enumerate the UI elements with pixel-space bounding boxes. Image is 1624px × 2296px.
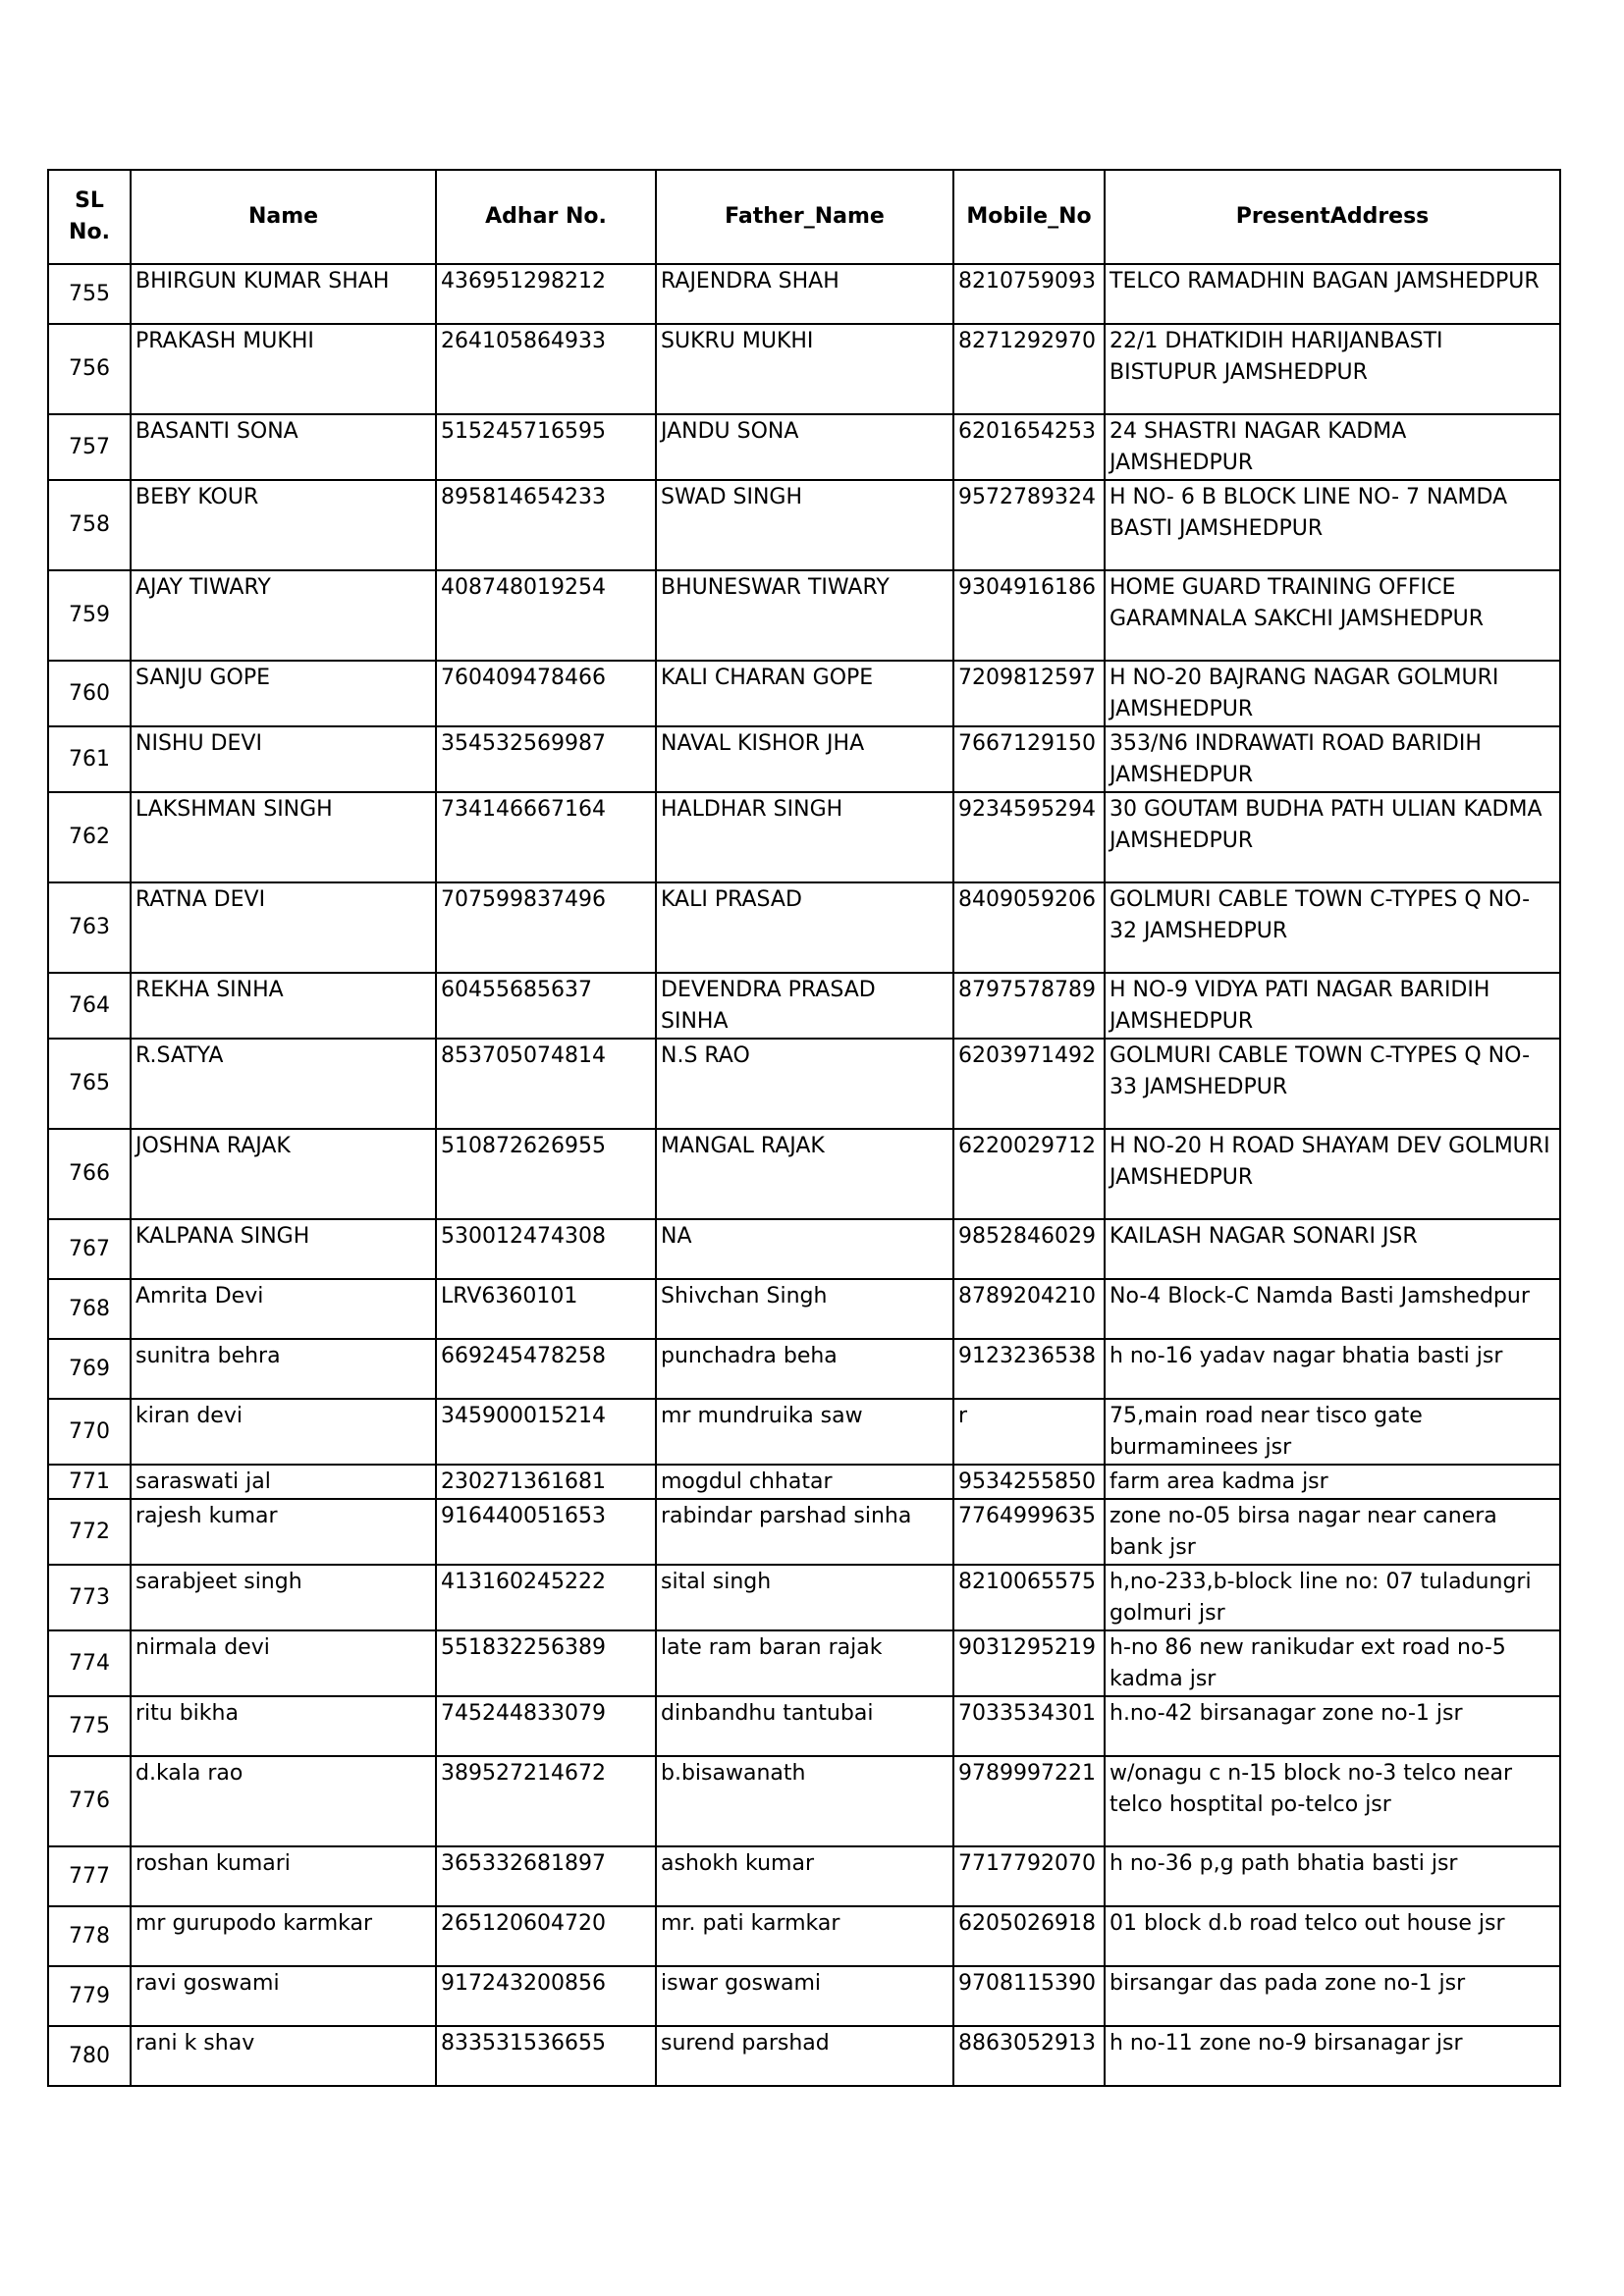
- name-cell: kiran devi: [131, 1399, 436, 1465]
- father-name-cell: sital singh: [656, 1565, 953, 1630]
- address-cell: H NO-9 VIDYA PATI NAGAR BARIDIH JAMSHEDPUR: [1105, 973, 1560, 1039]
- father-name-cell: surend parshad: [656, 2026, 953, 2086]
- sl-no-cell: 772: [48, 1499, 131, 1565]
- father-name-cell: DEVENDRA PRASAD SINHA: [656, 973, 953, 1039]
- table-row: [48, 1339, 1560, 1399]
- address-cell: No-4 Block-C Namda Basti Jamshedpur: [1105, 1279, 1560, 1339]
- table-row: [48, 792, 1560, 882]
- adhar-cell: 230271361681: [436, 1465, 656, 1499]
- mobile-cell: 7033534301: [953, 1696, 1105, 1756]
- address-cell: KAILASH NAGAR SONARI JSR: [1105, 1219, 1560, 1279]
- father-name-cell: mr mundruika saw: [656, 1399, 953, 1465]
- adhar-cell: 669245478258: [436, 1339, 656, 1399]
- mobile-cell: 8797578789: [953, 973, 1105, 1039]
- sl-no-cell: 756: [48, 324, 131, 414]
- sl-no-cell: 758: [48, 480, 131, 570]
- adhar-cell: LRV6360101: [436, 1279, 656, 1339]
- table-row: [48, 264, 1560, 324]
- mobile-cell: 7717792070: [953, 1846, 1105, 1906]
- address-cell: w/onagu c n-15 block no-3 telco near telco hosptital po-telco jsr: [1105, 1756, 1560, 1846]
- address-cell: h no-16 yadav nagar bhatia basti jsr: [1105, 1339, 1560, 1399]
- father-name-cell: NA: [656, 1219, 953, 1279]
- father-name-cell: BHUNESWAR TIWARY: [656, 570, 953, 661]
- mobile-cell: 9031295219: [953, 1630, 1105, 1696]
- sl-no-cell: 765: [48, 1039, 131, 1129]
- sl-no-cell: 763: [48, 882, 131, 973]
- mobile-cell: 7764999635: [953, 1499, 1105, 1565]
- column-header-name: Name: [131, 170, 436, 264]
- adhar-cell: 551832256389: [436, 1630, 656, 1696]
- name-cell: R.SATYA: [131, 1039, 436, 1129]
- table-row: [48, 1696, 1560, 1756]
- sl-no-cell: 762: [48, 792, 131, 882]
- name-cell: ravi goswami: [131, 1966, 436, 2026]
- address-cell: H NO- 6 B BLOCK LINE NO- 7 NAMDA BASTI JAMSHEDPUR: [1105, 480, 1560, 570]
- name-cell: BHIRGUN KUMAR SHAH: [131, 264, 436, 324]
- adhar-cell: 895814654233: [436, 480, 656, 570]
- adhar-cell: 707599837496: [436, 882, 656, 973]
- table-row: [48, 1966, 1560, 2026]
- address-cell: 01 block d.b road telco out house jsr: [1105, 1906, 1560, 1966]
- sl-no-cell: 770: [48, 1399, 131, 1465]
- sl-no-cell: 779: [48, 1966, 131, 2026]
- sl-no-cell: 768: [48, 1279, 131, 1339]
- address-cell: zone no-05 birsa nagar near canera bank jsr: [1105, 1499, 1560, 1565]
- name-cell: roshan kumari: [131, 1846, 436, 1906]
- mobile-cell: 7209812597: [953, 661, 1105, 726]
- address-cell: H NO-20 H ROAD SHAYAM DEV GOLMURI JAMSHEDPUR: [1105, 1129, 1560, 1219]
- mobile-cell: 8210065575: [953, 1565, 1105, 1630]
- name-cell: SANJU GOPE: [131, 661, 436, 726]
- address-cell: h.no-42 birsanagar zone no-1 jsr: [1105, 1696, 1560, 1756]
- mobile-cell: 8271292970: [953, 324, 1105, 414]
- adhar-cell: 264105864933: [436, 324, 656, 414]
- table-row: [48, 480, 1560, 570]
- name-cell: rani k shav: [131, 2026, 436, 2086]
- father-name-cell: late ram baran rajak: [656, 1630, 953, 1696]
- table-row: [48, 1630, 1560, 1696]
- adhar-cell: 760409478466: [436, 661, 656, 726]
- mobile-cell: r: [953, 1399, 1105, 1465]
- table-row: [48, 1499, 1560, 1565]
- name-cell: PRAKASH MUKHI: [131, 324, 436, 414]
- table-row: [48, 726, 1560, 792]
- mobile-cell: 6203971492: [953, 1039, 1105, 1129]
- beneficiary-table: [47, 169, 1561, 2087]
- name-cell: rajesh kumar: [131, 1499, 436, 1565]
- adhar-cell: 436951298212: [436, 264, 656, 324]
- address-cell: h no-11 zone no-9 birsanagar jsr: [1105, 2026, 1560, 2086]
- sl-no-cell: 773: [48, 1565, 131, 1630]
- name-cell: sarabjeet singh: [131, 1565, 436, 1630]
- father-name-cell: punchadra beha: [656, 1339, 953, 1399]
- address-cell: GOLMURI CABLE TOWN C-TYPES Q NO-33 JAMSHEDPUR: [1105, 1039, 1560, 1129]
- adhar-cell: 917243200856: [436, 1966, 656, 2026]
- sl-no-cell: 771: [48, 1465, 131, 1499]
- name-cell: RATNA DEVI: [131, 882, 436, 973]
- sl-no-cell: 769: [48, 1339, 131, 1399]
- father-name-cell: HALDHAR SINGH: [656, 792, 953, 882]
- table-row: [48, 2026, 1560, 2086]
- mobile-cell: 9534255850: [953, 1465, 1105, 1499]
- father-name-cell: mogdul chhatar: [656, 1465, 953, 1499]
- father-name-cell: mr. pati karmkar: [656, 1906, 953, 1966]
- sl-no-cell: 778: [48, 1906, 131, 1966]
- mobile-cell: 9572789324: [953, 480, 1105, 570]
- adhar-cell: 853705074814: [436, 1039, 656, 1129]
- mobile-cell: 7667129150: [953, 726, 1105, 792]
- sl-no-cell: 780: [48, 2026, 131, 2086]
- table-row: [48, 1565, 1560, 1630]
- column-header-sl-no: SL No.: [48, 170, 131, 264]
- name-cell: saraswati jal: [131, 1465, 436, 1499]
- table-row: [48, 1399, 1560, 1465]
- father-name-cell: dinbandhu tantubai: [656, 1696, 953, 1756]
- father-name-cell: SUKRU MUKHI: [656, 324, 953, 414]
- sl-no-cell: 766: [48, 1129, 131, 1219]
- name-cell: LAKSHMAN SINGH: [131, 792, 436, 882]
- mobile-cell: 9852846029: [953, 1219, 1105, 1279]
- sl-no-cell: 764: [48, 973, 131, 1039]
- mobile-cell: 8210759093: [953, 264, 1105, 324]
- table-row: [48, 1846, 1560, 1906]
- father-name-cell: N.S RAO: [656, 1039, 953, 1129]
- adhar-cell: 833531536655: [436, 2026, 656, 2086]
- father-name-cell: NAVAL KISHOR JHA: [656, 726, 953, 792]
- sl-no-cell: 775: [48, 1696, 131, 1756]
- column-header-adhar-no: Adhar No.: [436, 170, 656, 264]
- name-cell: Amrita Devi: [131, 1279, 436, 1339]
- address-cell: 30 GOUTAM BUDHA PATH ULIAN KADMA JAMSHEDPUR: [1105, 792, 1560, 882]
- name-cell: nirmala devi: [131, 1630, 436, 1696]
- sl-no-cell: 767: [48, 1219, 131, 1279]
- sl-no-cell: 755: [48, 264, 131, 324]
- adhar-cell: 408748019254: [436, 570, 656, 661]
- address-cell: farm area kadma jsr: [1105, 1465, 1560, 1499]
- adhar-cell: 530012474308: [436, 1219, 656, 1279]
- father-name-cell: RAJENDRA SHAH: [656, 264, 953, 324]
- sl-no-cell: 777: [48, 1846, 131, 1906]
- father-name-cell: iswar goswami: [656, 1966, 953, 2026]
- table-row: [48, 1129, 1560, 1219]
- adhar-cell: 413160245222: [436, 1565, 656, 1630]
- mobile-cell: 6205026918: [953, 1906, 1105, 1966]
- column-header-mobile-no: Mobile_No: [953, 170, 1105, 264]
- name-cell: BEBY KOUR: [131, 480, 436, 570]
- mobile-cell: 9304916186: [953, 570, 1105, 661]
- adhar-cell: 515245716595: [436, 414, 656, 480]
- father-name-cell: JANDU SONA: [656, 414, 953, 480]
- sl-no-cell: 759: [48, 570, 131, 661]
- name-cell: BASANTI SONA: [131, 414, 436, 480]
- address-cell: TELCO RAMADHIN BAGAN JAMSHEDPUR: [1105, 264, 1560, 324]
- address-cell: H NO-20 BAJRANG NAGAR GOLMURI JAMSHEDPUR: [1105, 661, 1560, 726]
- father-name-cell: KALI CHARAN GOPE: [656, 661, 953, 726]
- table-row: [48, 570, 1560, 661]
- adhar-cell: 510872626955: [436, 1129, 656, 1219]
- sl-no-cell: 760: [48, 661, 131, 726]
- address-cell: HOME GUARD TRAINING OFFICE GARAMNALA SAKCHI JAMSHEDPUR: [1105, 570, 1560, 661]
- mobile-cell: 9708115390: [953, 1966, 1105, 2026]
- address-cell: h,no-233,b-block line no: 07 tuladungri golmuri jsr: [1105, 1565, 1560, 1630]
- table-row: [48, 324, 1560, 414]
- table-header-row: [48, 170, 1560, 264]
- adhar-cell: 389527214672: [436, 1756, 656, 1846]
- name-cell: REKHA SINHA: [131, 973, 436, 1039]
- name-cell: AJAY TIWARY: [131, 570, 436, 661]
- mobile-cell: 9789997221: [953, 1756, 1105, 1846]
- adhar-cell: 734146667164: [436, 792, 656, 882]
- address-cell: 75,main road near tisco gate burmaminees jsr: [1105, 1399, 1560, 1465]
- adhar-cell: 365332681897: [436, 1846, 656, 1906]
- column-header-present-address: PresentAddress: [1105, 170, 1560, 264]
- address-cell: h-no 86 new ranikudar ext road no-5 kadma jsr: [1105, 1630, 1560, 1696]
- name-cell: mr gurupodo karmkar: [131, 1906, 436, 1966]
- name-cell: sunitra behra: [131, 1339, 436, 1399]
- table-row: [48, 1465, 1560, 1499]
- table-row: [48, 1906, 1560, 1966]
- mobile-cell: 6220029712: [953, 1129, 1105, 1219]
- adhar-cell: 745244833079: [436, 1696, 656, 1756]
- name-cell: JOSHNA RAJAK: [131, 1129, 436, 1219]
- adhar-cell: 345900015214: [436, 1399, 656, 1465]
- address-cell: h no-36 p,g path bhatia basti jsr: [1105, 1846, 1560, 1906]
- name-cell: KALPANA SINGH: [131, 1219, 436, 1279]
- name-cell: NISHU DEVI: [131, 726, 436, 792]
- table-row: [48, 414, 1560, 480]
- mobile-cell: 8409059206: [953, 882, 1105, 973]
- name-cell: d.kala rao: [131, 1756, 436, 1846]
- table-row: [48, 882, 1560, 973]
- adhar-cell: 60455685637: [436, 973, 656, 1039]
- adhar-cell: 916440051653: [436, 1499, 656, 1565]
- father-name-cell: Shivchan Singh: [656, 1279, 953, 1339]
- table-row: [48, 1279, 1560, 1339]
- father-name-cell: MANGAL RAJAK: [656, 1129, 953, 1219]
- sl-no-cell: 774: [48, 1630, 131, 1696]
- father-name-cell: rabindar parshad sinha: [656, 1499, 953, 1565]
- address-cell: birsangar das pada zone no-1 jsr: [1105, 1966, 1560, 2026]
- table-row: [48, 1219, 1560, 1279]
- address-cell: 22/1 DHATKIDIH HARIJANBASTI BISTUPUR JAMSHEDPUR: [1105, 324, 1560, 414]
- father-name-cell: ashokh kumar: [656, 1846, 953, 1906]
- name-cell: ritu bikha: [131, 1696, 436, 1756]
- address-cell: 24 SHASTRI NAGAR KADMA JAMSHEDPUR: [1105, 414, 1560, 480]
- table-row: [48, 661, 1560, 726]
- mobile-cell: 8863052913: [953, 2026, 1105, 2086]
- father-name-cell: b.bisawanath: [656, 1756, 953, 1846]
- mobile-cell: 9123236538: [953, 1339, 1105, 1399]
- table-row: [48, 1039, 1560, 1129]
- father-name-cell: SWAD SINGH: [656, 480, 953, 570]
- table-row: [48, 973, 1560, 1039]
- table-row: [48, 1756, 1560, 1846]
- address-cell: GOLMURI CABLE TOWN C-TYPES Q NO-32 JAMSHEDPUR: [1105, 882, 1560, 973]
- sl-no-cell: 776: [48, 1756, 131, 1846]
- sl-no-cell: 757: [48, 414, 131, 480]
- adhar-cell: 354532569987: [436, 726, 656, 792]
- adhar-cell: 265120604720: [436, 1906, 656, 1966]
- mobile-cell: 6201654253: [953, 414, 1105, 480]
- address-cell: 353/N6 INDRAWATI ROAD BARIDIH JAMSHEDPUR: [1105, 726, 1560, 792]
- column-header-father-name: Father_Name: [656, 170, 953, 264]
- sl-no-cell: 761: [48, 726, 131, 792]
- father-name-cell: KALI PRASAD: [656, 882, 953, 973]
- mobile-cell: 9234595294: [953, 792, 1105, 882]
- mobile-cell: 8789204210: [953, 1279, 1105, 1339]
